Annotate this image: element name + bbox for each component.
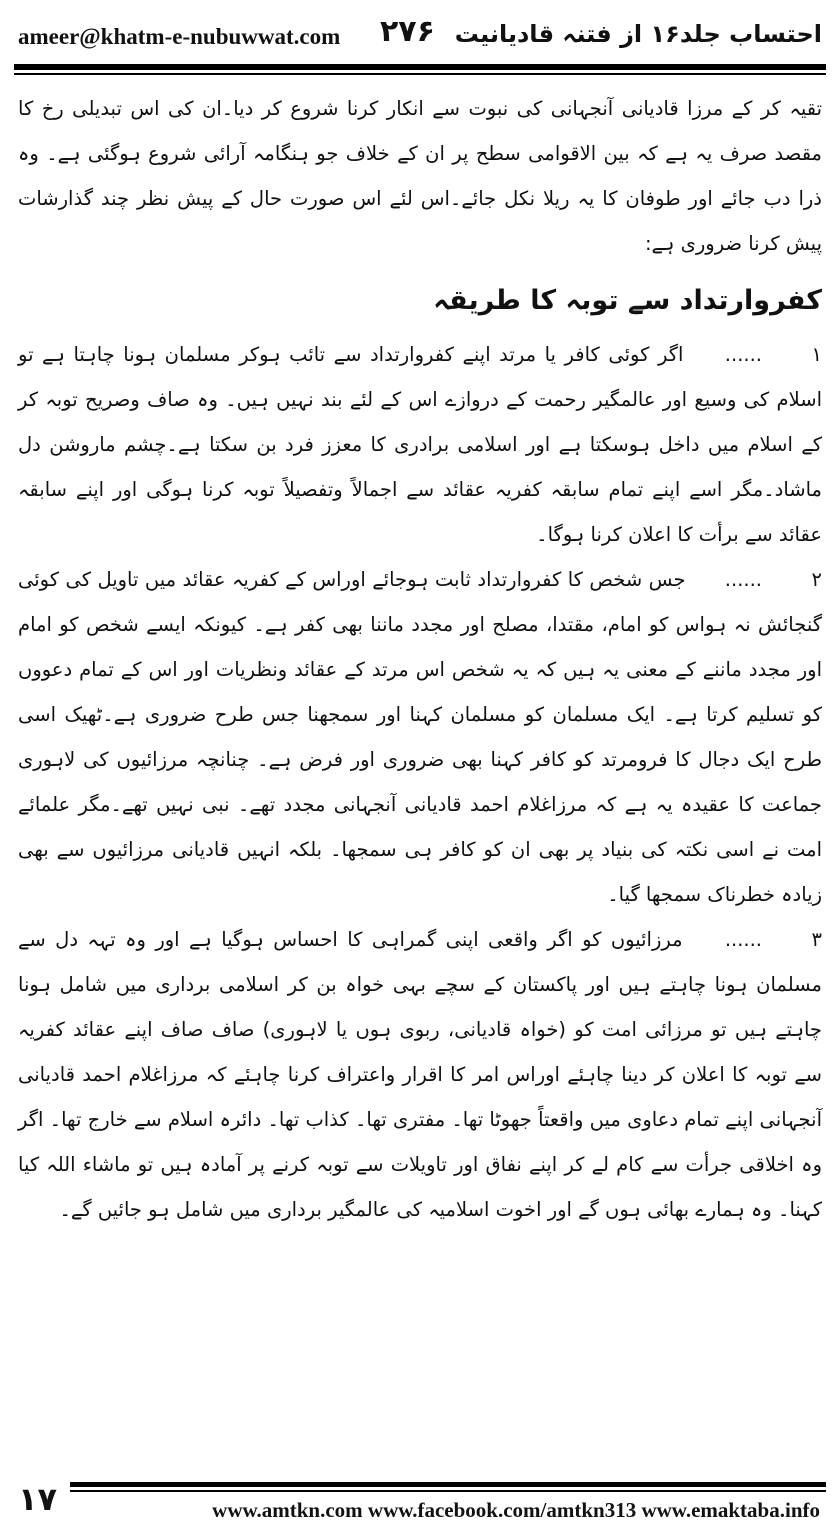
paragraph-dots: ...... <box>724 568 762 591</box>
intro-paragraph: تقیہ کر کے مرزا قادیانی آنجہانی کی نبوت سے انکار کرنا شروع کر دیا۔ان کی اس تبدیلی رخ کا مقصد صرف یہ ہے کہ بین الاقوامی سطح پر ان کے خلاف جو ہنگامہ آرائی شروع ہوگئی ہے۔ وہ ذرا دب جائے اور طوفان کا یہ ریلا نکل جائے۔اس لئے اس صورت حال کے پیش نظر چند گذارشات پیش کرنا ضروری ہے: <box>18 97 822 255</box>
footer-page-number: ۱۷ <box>18 1480 58 1518</box>
footer-links: www.amtkn.com www.facebook.com/amtkn313 www.emaktaba.info <box>212 1498 820 1522</box>
paragraph-number: ۳ <box>811 928 823 951</box>
header-book-title: احتساب جلد۱۶ از فتنہ قادیانیت <box>454 20 822 48</box>
paragraph-dots: ...... <box>724 343 762 366</box>
page-footer <box>0 1474 840 1540</box>
page-body <box>18 86 822 1446</box>
paragraph-number: ۲ <box>811 568 822 591</box>
paragraph-number: ۱ <box>811 343 822 366</box>
header-page-number: ۲۷۶ <box>380 14 435 49</box>
paragraph-text: جس شخص کا کفروارتداد ثابت ہوجائے اوراس کے کفریہ عقائد میں تاویل کی کوئی گنجائش نہ ہواس کو امام، مقتدا، مصلح اور مجدد ماننا بھی کفر ہے۔ کیونکہ ایسے شخص کو امام اور مجدد ماننے کے معنی یہ ہیں کہ یہ شخص اس مرتد کے عقائد ونظریات اور اس کے تمام دعووں کو تسلیم کرتا ہے۔ ایک مسلمان کو مسلمان کہنا اور سمجھنا جس طرح ضروری ہے۔ٹھیک اسی طرح ایک دجال کا فرومرتد کو کافر کہنا بھی ضروری اور فرض ہے۔ چنانچہ مرزائیوں کی لاہوری جماعت کا عقیدہ یہ ہے کہ مرزاغلام احمد قادیانی آنجہانی مجدد تھے۔ نبی نہیں تھے۔مگر علمائے امت نے اسی نکتہ کی بنیاد پر بھی ان کو کافر ہی سمجھا۔ بلکہ انہیں قادیانی مرزائیوں سے بھی زیادہ خطرناک سمجھا گیا۔ <box>18 568 822 906</box>
numbered-paragraph-2 <box>18 557 822 917</box>
numbered-paragraph-1 <box>18 332 822 557</box>
paragraph-text: اگر کوئی کافر یا مرتد اپنے کفروارتداد سے تائب ہوکر مسلمان ہونا چاہتا ہے تو اسلام کی وسیع اور عالمگیر رحمت کے دروازے اس کے لئے بند نہیں ہیں۔ وہ صاف وصریح توبہ کر کے اسلام میں داخل ہوسکتا ہے اور اسلامی برادری کا معزز فرد بن سکتا ہے۔چشم ماروشن دل ماشاد۔مگر اسے اپنے تمام سابقہ کفریہ عقائد سے اجمالاً وتفصیلاً توبہ کرنا ہوگی اور اپنے سابقہ عقائد سے برأت کا اعلان کرنا ہوگا۔ <box>18 343 822 546</box>
section-heading: کفروارتداد سے توبہ کا طریقہ <box>433 285 822 316</box>
header-rule-thin <box>14 73 826 75</box>
page-header <box>0 0 840 68</box>
paragraph-dots: ...... <box>724 928 763 951</box>
paragraph-text: مرزائیوں کو اگر واقعی اپنی گمراہی کا احساس ہوگیا ہے اور وہ تہہ دل سے مسلمان ہونا چاہتے ہیں اور پاکستان کے سچے بہی خواہ بن کر اسلامی برداری میں شامل ہونا چاہتے ہیں تو مرزائی امت کو (خواہ قادیانی، ربوی ہوں یا لاہوری) صاف صاف اپنے عقائد کفریہ سے توبہ کا اعلان کر دینا چاہئے اوراس امر کا اقرار واعتراف کرنا چاہئے کہ مرزاغلام احمد قادیانی آنجہانی اپنے تمام دعاوی میں واقعتاً جھوٹا تھا۔ مفتری تھا۔ کذاب تھا۔ دائرہ اسلام سے خارج تھا۔ اگر وہ اخلاقی جرأت سے کام لے کر اپنے نفاق اور تاویلات سے توبہ کرنے پر آمادہ ہیں تو ماشاء اللہ کیا کہنا۔ وہ ہمارے بھائی ہوں گے اور اخوت اسلامیہ کی عالمگیر برداری میں شامل ہو جائیں گے۔ <box>18 928 822 1221</box>
footer-rule-thin <box>70 1490 826 1492</box>
numbered-paragraph-3 <box>18 917 822 1232</box>
header-rule-thick <box>14 64 826 70</box>
footer-rule-thick <box>70 1482 826 1487</box>
header-email: ameer@khatm-e-nubuwwat.com <box>18 24 341 49</box>
